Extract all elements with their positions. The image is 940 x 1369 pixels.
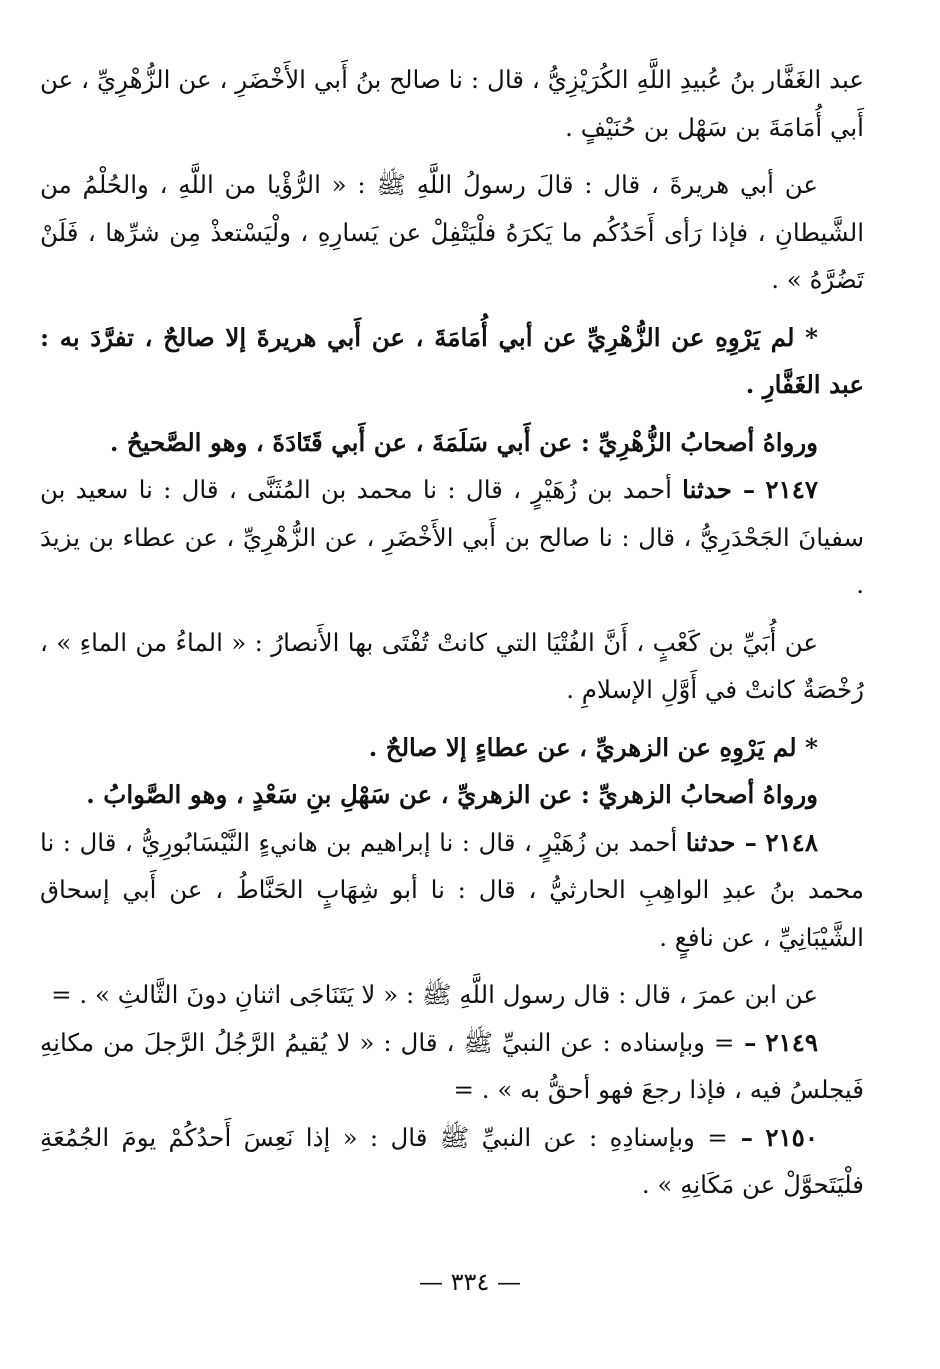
- dash-separator: –: [731, 475, 756, 504]
- paragraph-text: عن أُبَيِّ بن كَعْبٍ ، أَنَّ الفُتْيَا التي كانتْ تُفْتَى بها الأَنصارُ : « الماءُ من الماءِ » ، رُخْصَةٌ كانتْ في أَوَّلِ الإسلامِ .: [40, 627, 864, 704]
- paragraph-text: ورواهُ أصحابُ الزهريِّ : عن الزهريِّ ، عن سَهْلِ بنِ سَعْدٍ ، وهو الصَّوابُ .: [86, 780, 818, 809]
- paragraph-text: عن أبي هريرةَ ، قال : قالَ رسولُ اللَّهِ ﷺ : « الرُّؤْيا من اللَّهِ ، والحُلْمُ من الشَّيطانِ ، فإذا رَأى أَحَدُكُم ما يَكرَهُ فلْيَتْفِلْ عن يَسارِهِ ، ولْيَسْتعذْ مِن شرِّها ، فَلَنْ تَضُرَّهُ » .: [40, 170, 864, 294]
- hadith-number: ٢١٤٩: [765, 1027, 819, 1057]
- paragraph-text: * لم يَرْوِهِ عن الزُّهْرِيِّ عن أبي أُمَامَةَ ، عن أَبي هريرةَ إلا صالحٌ ، تفرَّدَ به : عبد الغَفَّارِ .: [40, 322, 864, 399]
- dash-separator: –: [734, 1027, 757, 1057]
- paragraph-commentary: [40, 771, 864, 819]
- paragraph-text: عن ابن عمرَ ، قال : قال رسول اللَّهِ ﷺ : « لا يَتَنَاجَى اثنانِ دونَ الثَّالثِ » . =: [51, 980, 818, 1009]
- paragraph-isnad-continuation: [40, 56, 864, 151]
- page-number: — ٣٣٤ —: [419, 1268, 521, 1296]
- paragraph-text: = وبإسناده : عن النبيِّ ﷺ ، قال : « لا يُقيمُ الرَّجُلُ الرَّجلَ من مكانِهِ فَيجلسُ فيه ، فإذا رجعَ فهو أحقُّ به » . =: [40, 1027, 864, 1104]
- paragraph-hadith-text: [40, 971, 864, 1019]
- hadith-number: ٢١٥٠: [765, 1122, 818, 1152]
- paragraph-hadith-text: [40, 161, 864, 304]
- dash-separator: –: [727, 1122, 754, 1152]
- dash-separator: –: [735, 827, 757, 857]
- paragraph-text: ورواهُ أصحابُ الزُّهْرِيِّ : عن أَبي سَلَمَةَ ، عن أَبي قَتَادَةَ ، وهو الصَّحيحُ .: [109, 427, 818, 457]
- paragraph-commentary: [40, 419, 864, 467]
- isnad-head: حدثنا: [682, 475, 732, 504]
- paragraph-text: أحمد بن زُهَيْرٍ ، قال : نا إبراهيم بن هانيءٍ النَّيْسَابُورِيُّ ، قال : نا محمد بنُ عبدِ الواهِبِ الحارثيُّ ، قال : نا أبو شِهَابٍ الحَنَّاطُ ، عن أَبي إسحاق الشَّيْبَانِيِّ ، عن نافعٍ .: [40, 827, 864, 952]
- paragraph-text: * لم يَرْوِهِ عن الزهريِّ ، عن عطاءٍ إلا صالحٌ .: [368, 732, 818, 762]
- paragraph-commentary: [40, 724, 864, 772]
- paragraph-numbered-isnad: [40, 819, 864, 962]
- paragraph-commentary: [40, 314, 864, 409]
- paragraph-text: = وبإسنادِهِ : عن النبيِّ ﷺ قال : « إذا نَعِسَ أَحدُكُمْ يومَ الجُمُعَةِ فلْيَتَحوَّلْ عن مَكَانِهِ » .: [40, 1122, 864, 1199]
- hadith-number: ٢١٤٧: [765, 475, 819, 504]
- isnad-head: حدثنا: [685, 827, 736, 857]
- paragraph-text: عبد الغَفَّار بنُ عُبيدِ اللَّهِ الكُرَيْزِيُّ ، قال : نا صالح بنُ أَبي الأَخْضَرِ ، عن الزُّهْرِيِّ ، عن أَبي أُمَامَةَ بن سَهْل بن حُنَيْفٍ .: [40, 65, 864, 142]
- paragraph-numbered-hadith: [40, 1114, 864, 1209]
- paragraph-numbered-hadith: [40, 1019, 864, 1114]
- paragraph-numbered-isnad: [40, 466, 864, 609]
- paragraph-text: أحمد بن زُهَيْرٍ ، قال : نا محمد بن المُثَنَّى ، قال : نا سعيد بن سفيانَ الجَحْدَرِيُّ ، قال : نا صالح بن أَبي الأَخْضَرِ ، عن الزُّهْرِيِّ ، عن عطاء بن يزيدَ .: [40, 475, 864, 599]
- hadith-number: ٢١٤٨: [765, 827, 818, 857]
- paragraph-hadith-text: [40, 619, 864, 714]
